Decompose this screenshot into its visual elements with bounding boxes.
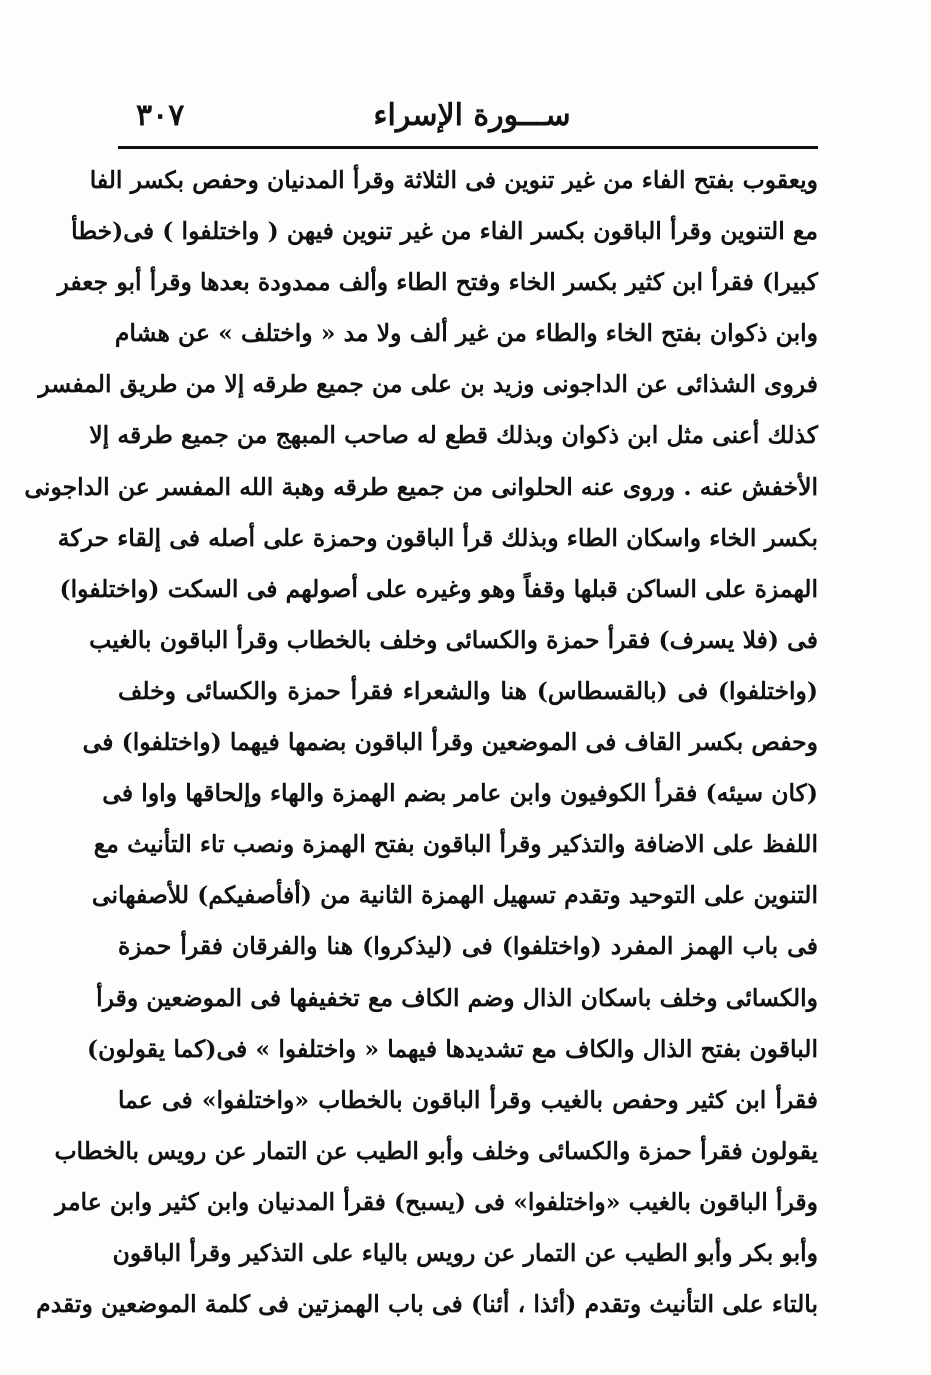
text-line: وأبو بكر وأبو الطيب عن التمار عن رويس بالياء على التذكير وقرأ الباقون — [112, 1238, 818, 1267]
text-line: الهمزة على الساكن قبلها وقفاً وهو وغيره على أصولهم فى السكت (واختلفوا) — [59, 574, 818, 603]
header-rule — [118, 146, 818, 149]
text-line: ويعقوب بفتح الفاء من غير تنوين فى الثلاثة وقرأ المدنيان وحفص بكسر الفا — [89, 166, 818, 194]
text-line: وقرأ الباقون بالغيب «واختلفوا» فى (يسبح) فقرأ المدنيان وابن كثير وابن عامر — [54, 1187, 818, 1216]
text-line: بالتاء على التأنيث وتقدم (أئذا ، أئنا) فى باب الهمزتين فى كلمة الموضعين وتقدم — [36, 1290, 818, 1319]
text-line: التنوين على التوحيد وتقدم تسهيل الهمزة الثانية من (أفأصفيكم) للأصفهانى — [91, 881, 818, 910]
body-text — [24, 155, 818, 1330]
text-line: فروى الشذائى عن الداجونى وزيد بن على من جميع طرقه إلا من طريق المفسر — [38, 370, 818, 399]
text-line: الباقون بفتح الذال والكاف مع تشديدها فيهما « واختلفوا » فى(كما يقولون) — [86, 1034, 818, 1063]
text-line: وابن ذكوان بفتح الخاء والطاء من غير ألف ولا مد « واختلف » عن هشام — [114, 319, 818, 348]
text-line: والكسائى وخلف باسكان الذال وضم الكاف مع تخفيفها فى الموضعين وقرأ — [96, 983, 818, 1012]
text-line: (كان سيئه) فقرأ الكوفيون وابن عامر بضم الهمزة والهاء وإلحاقها واوا فى — [102, 779, 818, 808]
page-header — [128, 92, 816, 142]
text-line: كبيرا) فقرأ ابن كثير بكسر الخاء وفتح الطاء وألف ممدودة بعدها وقرأ أبو جعفر — [57, 268, 818, 297]
surah-title: ســـورة الإسراء — [373, 98, 571, 133]
text-line: فقرأ ابن كثير وحفص بالغيب وقرأ الباقون بالخطاب «واختلفوا» فى عما — [118, 1085, 818, 1114]
text-line: فى (فلا يسرف) فقرأ حمزة والكسائى وخلف بالخطاب وقرأ الباقون بالغيب — [89, 625, 818, 654]
text-line: كذلك أعنى مثل ابن ذكوان وبذلك قطع له صاحب المبهج من جميع طرقه إلا — [89, 421, 818, 450]
text-line: اللفظ على الاضافة والتذكير وقرأ الباقون بفتح الهمزة ونصب تاء التأنيث مع — [93, 830, 818, 859]
text-line: (واختلفوا) فى (بالقسطاس) هنا والشعراء فقرأ حمزة والكسائى وخلف — [118, 676, 818, 705]
text-line: وحفص بكسر القاف فى الموضعين وقرأ الباقون بضمها فيهما (واختلفوا) فى — [82, 728, 818, 757]
page-number: ٣٠٧ — [136, 98, 185, 133]
text-line: مع التنوين وقرأ الباقون بكسر الفاء من غير تنوين فيهن ( واختلفوا ) فى(خطأ — [71, 217, 818, 246]
text-line: الأخفش عنه . وروى عنه الحلوانى من جميع طرقه وهبة الله المفسر عن الداجونى — [24, 472, 818, 501]
text-line: فى باب الهمز المفرد (واختلفوا) فى (ليذكروا) هنا والفرقان فقرأ حمزة — [118, 932, 818, 961]
text-line: يقولون فقرأ حمزة والكسائى وخلف وأبو الطيب عن التمار عن رويس بالخطاب — [54, 1136, 818, 1165]
text-line: بكسر الخاء واسكان الطاء وبذلك قرأ الباقون وحمزة على أصله فى إلقاء حركة — [57, 523, 818, 552]
